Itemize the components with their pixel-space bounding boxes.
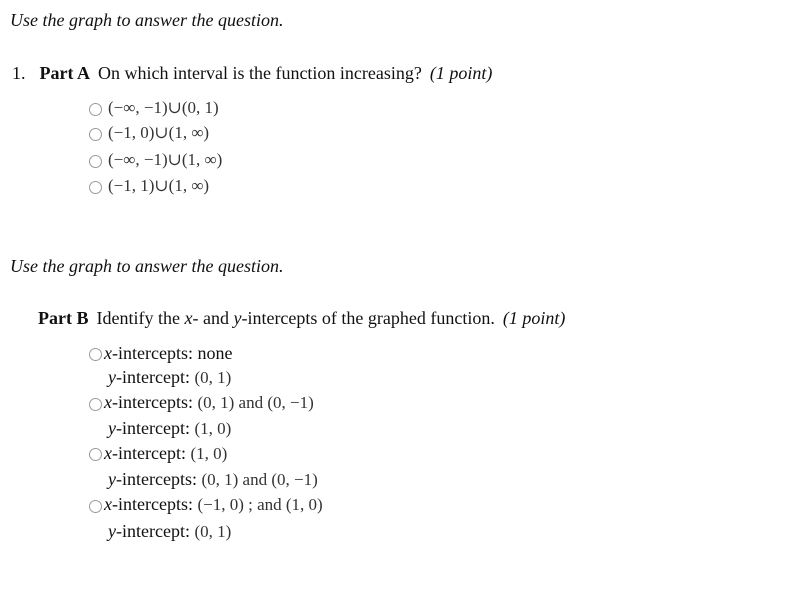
part-a-option-2-label[interactable]: (−1, 0)∪(1, ∞): [108, 123, 210, 142]
part-b-option-3-line-2[interactable]: [108, 469, 318, 490]
option-2-line-2-label: -intercept:: [116, 418, 190, 438]
part-b-prompt-post: -intercepts of the graphed function.: [241, 308, 495, 328]
part-a-label: Part A: [39, 63, 90, 83]
part-b-option-1-line-2[interactable]: [108, 367, 231, 388]
question-1-part-a-prompt: [12, 63, 492, 84]
option-4-line-1-value: (−1, 0) ; and (1, 0): [197, 495, 323, 514]
option-2-line-2-value: (1, 0): [194, 419, 232, 438]
y-var: y: [108, 367, 116, 387]
part-b-prompt: [38, 308, 565, 329]
option-2-line-1-label: -intercepts:: [112, 392, 193, 412]
part-b-option-2-line-1[interactable]: [104, 392, 314, 413]
instruction-text: Use the graph to answer the question.: [10, 10, 284, 30]
part-b-x-var: x: [184, 308, 193, 328]
option-2-line-1-value: (0, 1) and (0, −1): [197, 393, 314, 412]
part-b-option-1-line-1[interactable]: [104, 343, 232, 364]
instruction-text-b: Use the graph to answer the question.: [10, 256, 284, 276]
x-var: x: [104, 494, 112, 514]
part-b-y-var: y: [233, 308, 242, 328]
part-b-option-2-radio[interactable]: [89, 398, 102, 411]
part-b-prompt-mid: - and: [192, 308, 229, 328]
y-var: y: [108, 418, 116, 438]
option-3-line-2-value: (0, 1) and (0, −1): [201, 470, 318, 489]
option-3-line-1-label: -intercept:: [112, 443, 186, 463]
part-a-points: (1 point): [429, 63, 493, 83]
y-var: y: [108, 521, 116, 541]
option-3-line-2-label: -intercepts:: [116, 469, 197, 489]
part-b-points: (1 point): [502, 308, 566, 328]
part-a-option-3-label[interactable]: (−∞, −1)∪(1, ∞): [108, 150, 223, 169]
part-a-question-text: On which interval is the function increasing?: [97, 63, 422, 83]
part-a-option-4-label[interactable]: (−1, 1)∪(1, ∞): [108, 176, 210, 195]
part-a-option-3-radio[interactable]: [89, 155, 102, 168]
x-var: x: [104, 392, 112, 412]
part-b-option-3-radio[interactable]: [89, 448, 102, 461]
part-b-option-3-line-1[interactable]: [104, 443, 227, 464]
option-3-line-1-value: (1, 0): [190, 444, 228, 463]
option-4-line-2-label: -intercept:: [116, 521, 190, 541]
part-b-option-4-line-2[interactable]: [108, 521, 231, 542]
part-b-option-2-line-2[interactable]: [108, 418, 231, 439]
option-1-line-1-label: -intercepts: none: [112, 343, 233, 363]
option-4-line-2-value: (0, 1): [194, 522, 232, 541]
question-number: 1.: [12, 63, 26, 83]
part-b-prompt-pre: Identify the: [96, 308, 180, 328]
x-var: x: [104, 343, 112, 363]
part-b-option-1-radio[interactable]: [89, 348, 102, 361]
x-var: x: [104, 443, 112, 463]
y-var: y: [108, 469, 116, 489]
part-b-option-4-line-1[interactable]: [104, 494, 323, 515]
part-a-option-2-radio[interactable]: [89, 128, 102, 141]
part-a-option-1-label[interactable]: (−∞, −1)∪(0, 1): [108, 98, 219, 117]
part-a-option-1-radio[interactable]: [89, 103, 102, 116]
option-1-line-2-value: (0, 1): [194, 368, 232, 387]
option-1-line-2-label: -intercept:: [116, 367, 190, 387]
option-4-line-1-label: -intercepts:: [112, 494, 193, 514]
part-b-option-4-radio[interactable]: [89, 500, 102, 513]
part-b-label: Part B: [38, 308, 89, 328]
part-a-option-4-radio[interactable]: [89, 181, 102, 194]
